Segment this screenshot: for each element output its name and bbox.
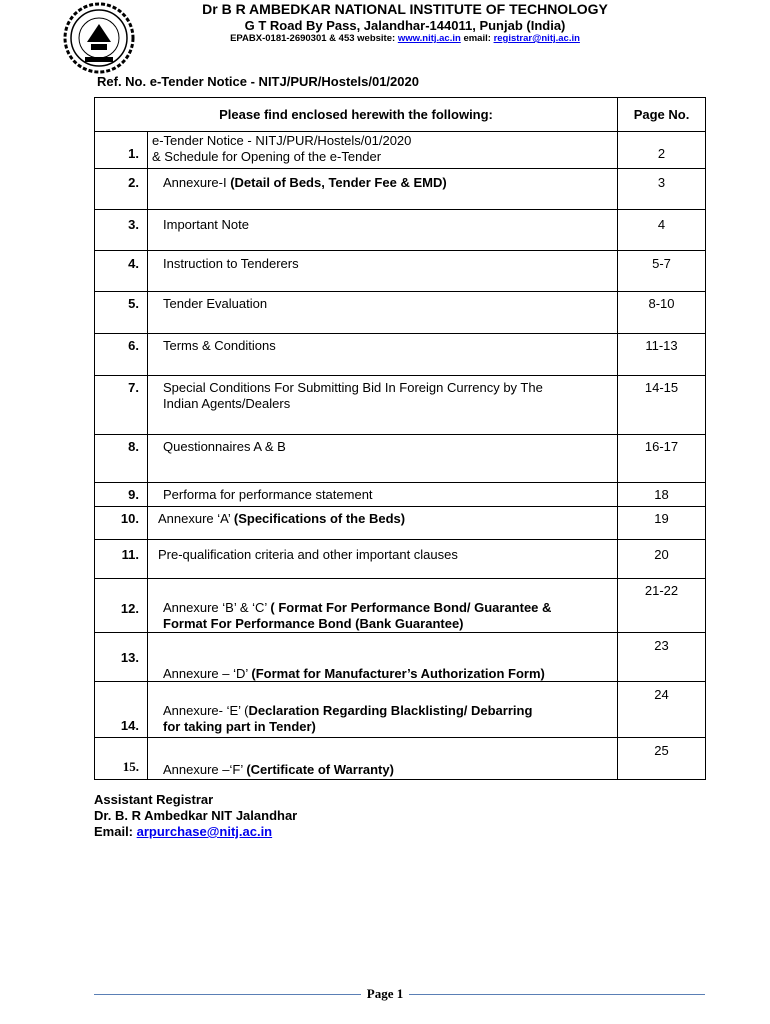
table-row: 6. Terms & Conditions 11-13 — [95, 334, 706, 376]
table-header-row — [95, 98, 706, 132]
institute-address: G T Road By Pass, Jalandhar-144011, Punjab (India) — [244, 18, 566, 33]
contents-table — [94, 97, 706, 780]
signatory-title: Assistant Registrar — [94, 792, 214, 807]
row-description: e-Tender Notice - NITJ/PUR/Hostels/01/2020 & Schedule for Opening of the e-Tender — [148, 132, 618, 169]
row-number: 1. — [95, 132, 148, 169]
institute-name: Dr B R AMBEDKAR NATIONAL INSTITUTE OF TECHNOLOGY — [202, 1, 608, 17]
contact-mid: email: — [460, 33, 494, 44]
email-label: Email: — [94, 824, 137, 839]
column-header-description: Please find enclosed herewith the following: — [95, 98, 618, 132]
table-row — [95, 132, 706, 169]
table-row: 12. Annexure ‘B’ & ‘C’ ( Format For Performance Bond/ Guarantee & Format For Performance Bond (Bank Guarantee) 21-22 — [95, 579, 706, 633]
table-row: 9. Performa for performance statement 18 — [95, 483, 706, 507]
table-row: 13. Annexure – ‘D’ (Format for Manufacturer’s Authorization Form) 23 — [95, 633, 706, 682]
table-row: 4. Instruction to Tenderers 5-7 — [95, 251, 706, 292]
signature-block — [94, 792, 297, 840]
registrar-email-link[interactable]: registrar@nitj.ac.in — [493, 33, 580, 44]
row-page: 2 — [618, 132, 706, 169]
table-row: 7. Special Conditions For Submitting Bid In Foreign Currency by The Indian Agents/Dealers 14-15 — [95, 376, 706, 435]
reference-number: Ref. No. e-Tender Notice - NITJ/PUR/Hostels/01/2020 — [97, 74, 419, 89]
column-header-page: Page No. — [618, 98, 706, 132]
table-row: 2. Annexure-I (Detail of Beds, Tender Fee & EMD) 3 — [95, 169, 706, 210]
table-row: 11. Pre-qualification criteria and other important clauses 20 — [95, 540, 706, 579]
institute-logo — [63, 2, 135, 74]
signatory-email-line — [94, 824, 297, 840]
table-row: 10. Annexure ‘A’ (Specifications of the Beds) 19 — [95, 507, 706, 540]
contact-prefix: EPABX-0181-2690301 & 453 website: — [230, 33, 398, 44]
table-row: 15. Annexure –‘F’ (Certificate of Warranty) 25 — [95, 738, 706, 780]
page-number: Page 1 — [0, 986, 770, 1002]
table-row: 5. Tender Evaluation 8-10 — [95, 292, 706, 334]
table-row: 3. Important Note 4 — [95, 210, 706, 251]
purchase-email-link[interactable]: arpurchase@nitj.ac.in — [136, 824, 273, 839]
contact-line — [140, 33, 670, 44]
signatory-org: Dr. B. R Ambedkar NIT Jalandhar — [94, 808, 298, 823]
website-link[interactable]: www.nitj.ac.in — [397, 33, 461, 44]
table-row: 8. Questionnaires A & B 16-17 — [95, 435, 706, 483]
table-row: 14. Annexure- ‘E’ (Declaration Regarding Blacklisting/ Debarring for taking part in Tender) 24 — [95, 682, 706, 738]
